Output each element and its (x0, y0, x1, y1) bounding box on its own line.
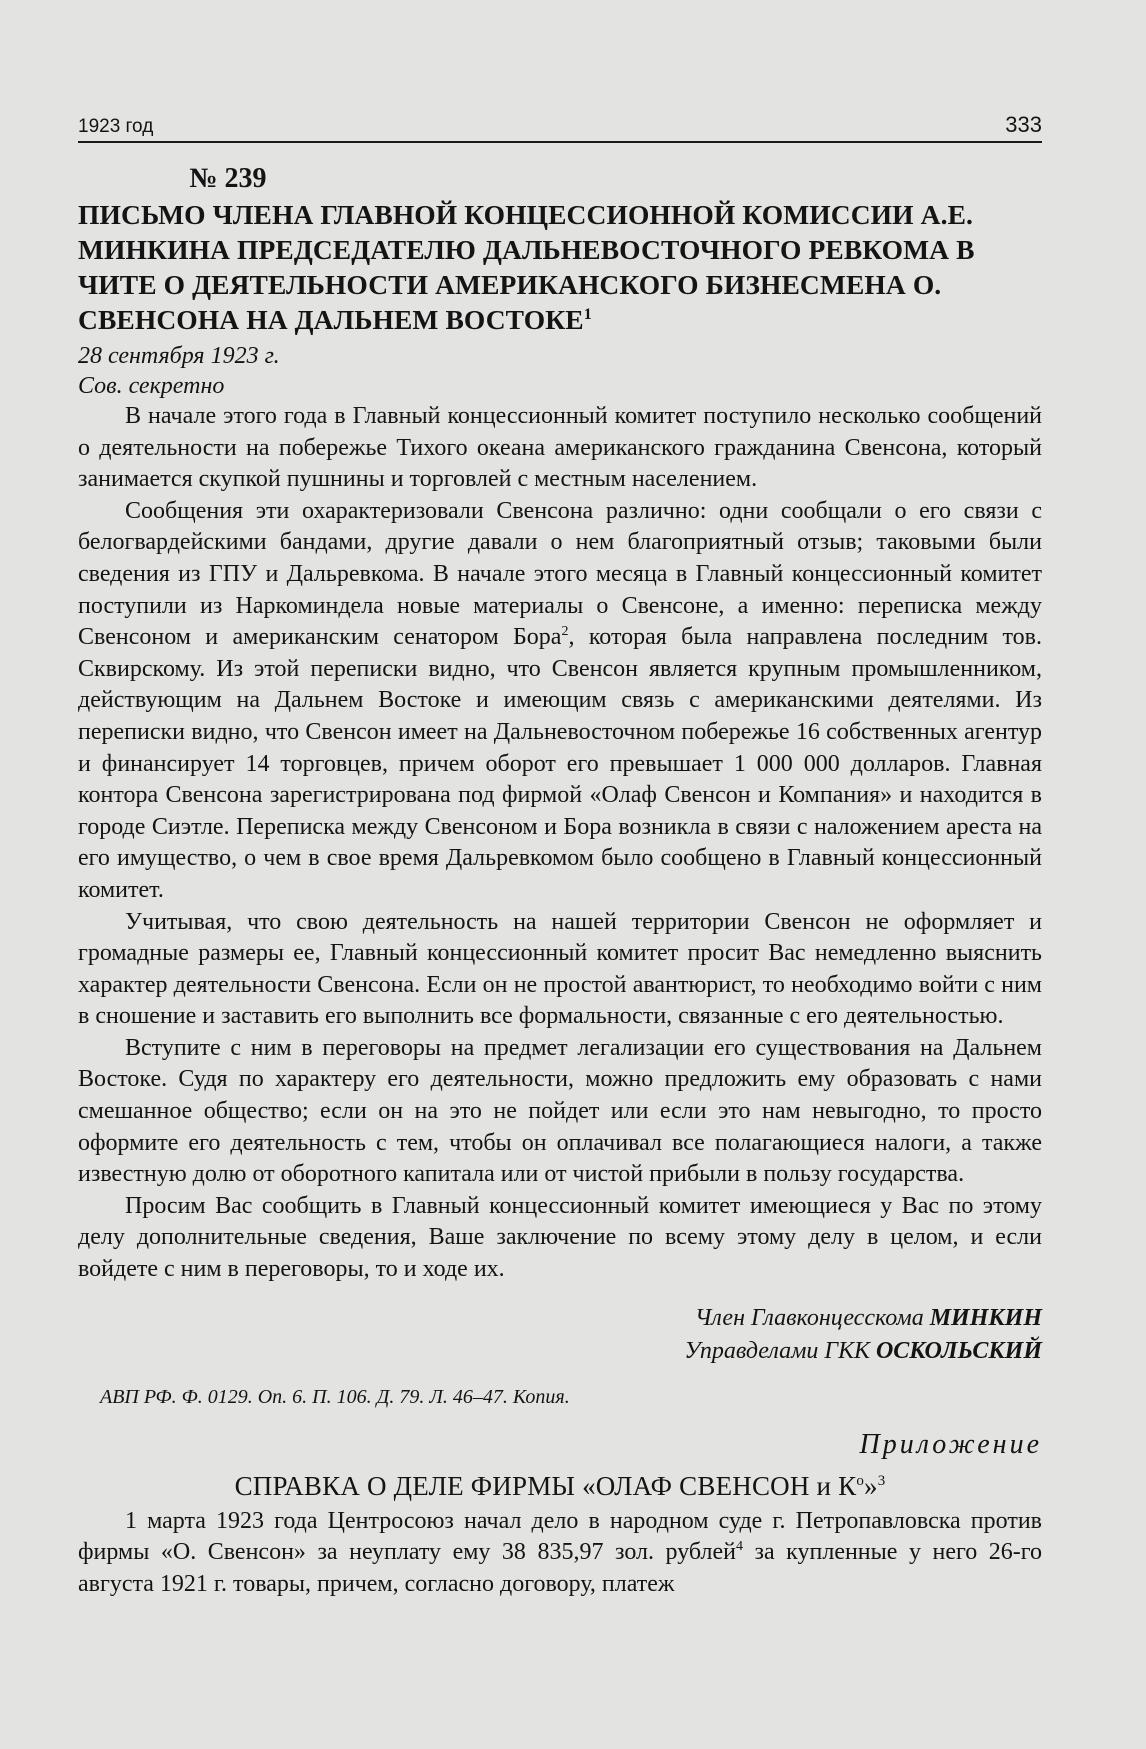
footnote-ref: 4 (735, 1539, 743, 1555)
classification-mark: Сов. секретно (78, 373, 225, 399)
paragraph: Вступите с ним в переговоры на предмет легализации его существования на Дальнем Востоке. Судя по характеру его деятельности, можно предложить ему образовать с нами смешанное общество; если он на это не пойдет или если это нам невыгодно, то просто оформите его деятельность с тем, чтобы он оплачивал все полагающиеся налоги, а также известную долю от оборотного капитала или от чистой прибыли в пользу государства. (78, 1034, 1042, 1188)
page (78, 112, 1042, 1600)
document-date: 28 сентября 1923 г. (78, 343, 280, 369)
document-title (78, 197, 1042, 337)
paragraph: В начале этого года в Главный концессионный комитет поступило несколько сообщений о деятельности на побережье Тихого океана американского гражданина Свенсона, который занимается скупкой пушнины и торговлей с местным населением. (78, 403, 1042, 493)
signature-line (78, 1335, 1042, 1368)
document-title-text: ПИСЬМО ЧЛЕНА ГЛАВНОЙ КОНЦЕССИОННОЙ КОМИССИИ А.Е. МИНКИНА ПРЕДСЕДАТЕЛЮ ДАЛЬНЕВОСТОЧНОГО РЕВКОМА В ЧИТЕ О ДЕЯТЕЛЬНОСТИ АМЕРИКАНСКОГО БИЗНЕСМЕНА О. СВЕНСОНА НА ДАЛЬНЕМ ВОСТОКЕ (78, 199, 975, 335)
signature-name: ОСКОЛЬСКИЙ (875, 1337, 1042, 1364)
signature-block (78, 1302, 1042, 1368)
paragraph-text: за купленные у него 26-го августа 1921 г. товары, причем, согласно договору, платеж (78, 1539, 1043, 1597)
paragraph-text: Сообщения эти охарактеризовали Свенсона различно: одни сообщали о его связи с белогвардейскими бандами, другие давали о нем благоприятный отзыв; таковыми были сведения из ГПУ и Дальревкома. В начале этого месяца в Главный концессионный комитет поступили из Наркоминдела новые материалы о Свенсоне, а именно: переписка между Свенсоном и американским сенатором Бора (78, 497, 1042, 651)
running-head (78, 112, 1042, 143)
paragraph (78, 496, 1042, 907)
appendix-title-close: » (864, 1470, 878, 1501)
appendix-title-superscript: о (856, 1472, 865, 1489)
paragraph (78, 1506, 1042, 1601)
footnote-ref: 3 (877, 1472, 886, 1489)
footnote-ref: 2 (561, 624, 569, 640)
paragraph-text: 1 марта 1923 года Центросоюз начал дело в народном суде г. Петропавловска против фирмы «О. Свенсон» за неуплату ему 38 835,97 зол. рублей (78, 1507, 1042, 1566)
signature-role: Член Главконцесскома (694, 1304, 924, 1331)
appendix-body (78, 1506, 1042, 1601)
running-head-year: 1923 год (78, 116, 154, 137)
signature-role: Управделами ГКК (684, 1337, 870, 1364)
appendix-title (78, 1471, 1042, 1502)
page-number: 333 (1005, 112, 1042, 137)
appendix-title-text: СПРАВКА О ДЕЛЕ ФИРМЫ «ОЛАФ СВЕНСОН и К (234, 1470, 857, 1501)
footnote-ref: 1 (583, 305, 592, 323)
paragraph: Просим Вас сообщить в Главный концессионный комитет имеющиеся у Вас по этому делу дополнительные сведения, Ваше заключение по всему этому делу в целом, и если войдете с ним в переговоры, то и ходе их. (78, 1192, 1042, 1283)
paragraph: Учитывая, что свою деятельность на нашей территории Свенсон не оформляет и громадные размеры ее, Главный концессионный комитет просит Вас немедленно выяснить характер деятельности Свенсона. Если он не простой авантюрист, то необходимо войти с ним в сношение и заставить его выполнить все формальности, связанные с его деятельностью. (78, 908, 1042, 1030)
signature-name: МИНКИН (929, 1304, 1042, 1331)
archive-reference: АВП РФ. Ф. 0129. Оп. 6. П. 106. Д. 79. Л. 46–47. Копия. (100, 1385, 570, 1408)
appendix-label: Приложение (859, 1428, 1042, 1460)
paragraph-text: , которая была направлена последним тов. Сквирскому. Из этой переписки видно, что Свенсон является крупным промышленником, действующим на Дальнем Востоке и имеющим связь с американскими деятелями. Из переписки видно, что Свенсон имеет на Дальневосточном побережье 16 собственных агентур и финансирует 14 торговцев, причем оборот его превышает 1 000 000 долларов. Главная контора Свенсона зарегистрирована под фирмой «Олаф Свенсон и Компания» и находится в городе Сиэтле. Переписка между Свенсоном и Бора возникла в связи с наложением ареста на его имущество, о чем в свое время Дальревкомом было сообщено в Главный концессионный комитет. (78, 624, 1043, 903)
letter-body (78, 401, 1042, 1286)
document-number: № 239 (189, 163, 267, 194)
signature-line (78, 1302, 1042, 1335)
